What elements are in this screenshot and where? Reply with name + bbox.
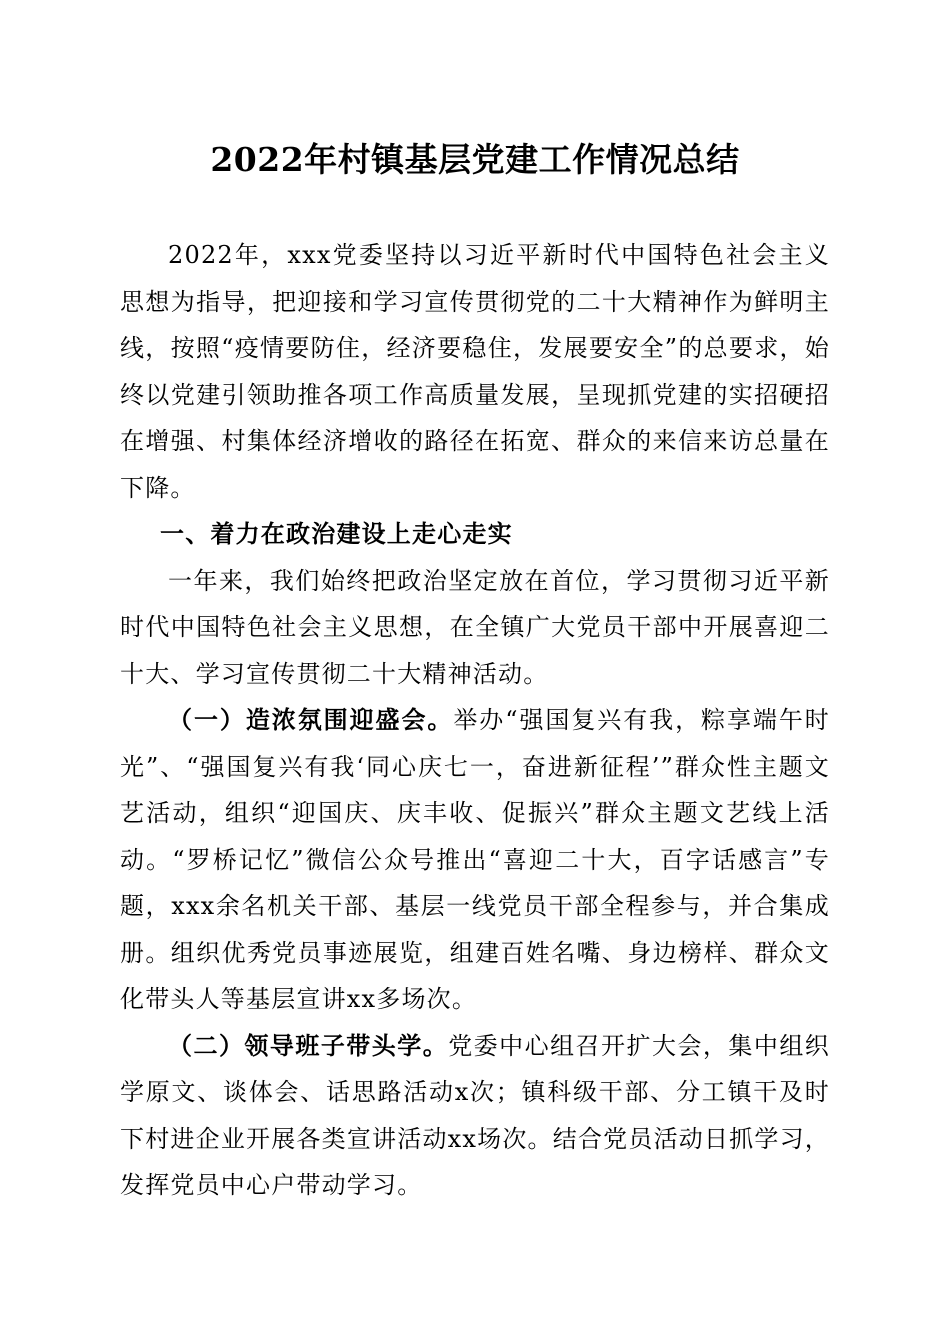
document-title: 2022年村镇基层党建工作情况总结 [210,140,740,179]
item-paragraph-1 [120,697,830,1023]
intro-paragraph: 2022年，xxx党委坚持以习近平新时代中国特色社会主义思想为指导，把迎接和学习宣传贯彻党的二十大精神作为鲜明主线，按照“疫情要防住，经济要稳住，发展要安全”的总要求，始终以党建引领助推各项工作高质量发展，呈现抓党建的实招硬招在增强、村集体经济增收的路径在拓宽、群众的来信来访总量在下降。 [120,241,830,502]
section-heading: 一、着力在政治建设上走心走实 [160,520,513,548]
item-text-2: 党委中心组召开扩大会，集中组织学原文、谈体会、话思路活动x次；镇科级干部、分工镇干及时下村进企业开展各类宣讲活动xx场次。结合党员活动日抓学习，发挥党员中心户带动学习。 [120,1031,831,1199]
item-paragraph-2 [120,1023,830,1209]
section-intro-paragraph: 一年来，我们始终把政治坚定放在首位，学习贯彻习近平新时代中国特色社会主义思想，在全镇广大党员干部中开展喜迎二十大、学习宣传贯彻二十大精神活动。 [120,566,830,688]
document-body [120,232,830,1209]
item-lead-1: （一）造浓氛围迎盛会。 [168,705,454,734]
item-lead-2: （二）领导班子带头学。 [168,1030,449,1060]
item-text-1: 举办“强国复兴有我，粽享端午时光”、“强国复兴有我‘同心庆七一，奋进新征程’”群众性主题文艺活动，组织“迎国庆、庆丰收、促振兴”群众主题文艺线上活动。“罗桥记忆”微信公众号推出“喜迎二十大，百字话感言”专题，xxx余名机关干部、基层一线党员干部全程参与，并合集成册。组织优秀党员事迹展览，组建百姓名嘴、身边榜样、群众文化带头人等基层宣讲xx多场次。 [120,706,830,1013]
